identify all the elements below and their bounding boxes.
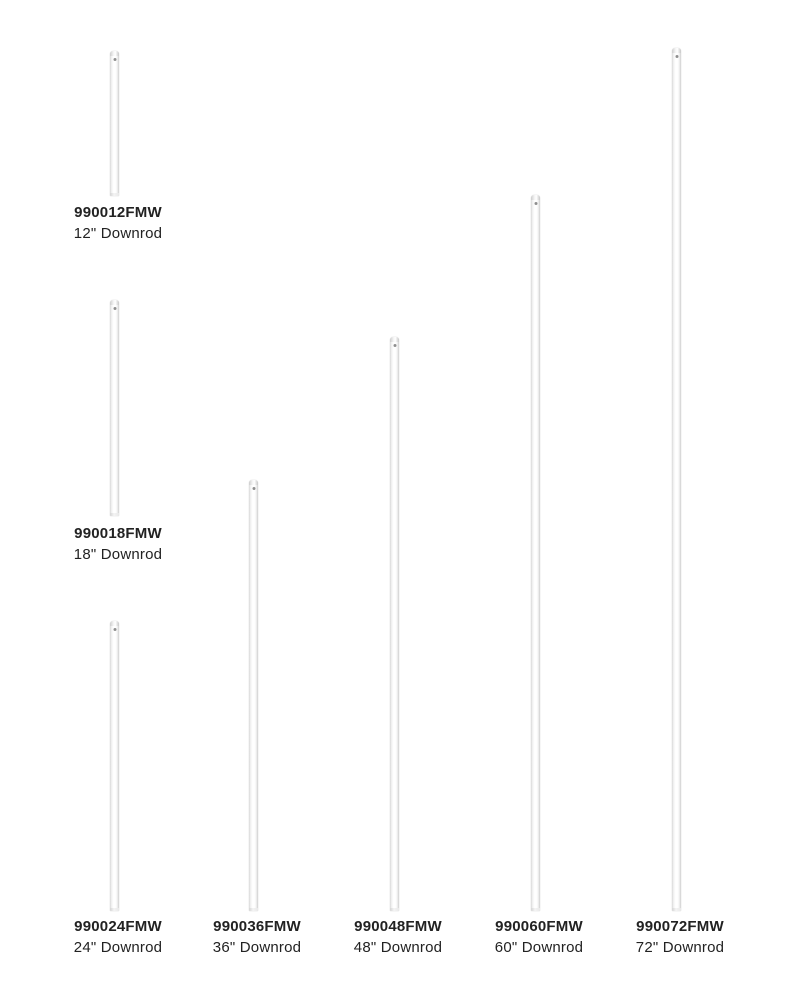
downrod-sku-label: 990018FMW	[74, 525, 162, 542]
downrod-top-cap-icon	[390, 337, 399, 342]
downrod-length-label: 72" Downrod	[635, 939, 725, 956]
downrod-label	[0, 523, 238, 565]
downrod-top-cap-icon	[110, 621, 119, 626]
downrod-tube-icon	[531, 195, 540, 911]
downrod-tube-icon	[110, 300, 119, 516]
downrod-top-cap-icon	[110, 51, 119, 56]
downrod-label	[0, 202, 238, 244]
downrod-sku-label: 990036FMW	[213, 918, 301, 935]
downrod-bottom-end-icon	[110, 193, 119, 196]
downrod-length-label: 18" Downrod	[73, 546, 163, 563]
downrod-sku-label: 990048FMW	[354, 918, 442, 935]
downrod-pin-hole-icon	[113, 628, 116, 631]
downrod-length-label: 12" Downrod	[73, 225, 163, 242]
downrod-top-cap-icon	[672, 48, 681, 53]
downrod-item	[249, 480, 258, 911]
downrod-length-label: 48" Downrod	[353, 939, 443, 956]
downrod-bottom-end-icon	[390, 908, 399, 911]
downrod-pin-hole-icon	[675, 55, 678, 58]
downrod-sku-label: 990012FMW	[74, 204, 162, 221]
downrod-bottom-end-icon	[672, 908, 681, 911]
downrod-pin-hole-icon	[534, 202, 537, 205]
downrod-item	[390, 337, 399, 911]
downrod-pin-hole-icon	[113, 58, 116, 61]
downrod-pin-hole-icon	[393, 344, 396, 347]
downrod-length-label: 60" Downrod	[494, 939, 584, 956]
downrod-item	[110, 300, 119, 516]
downrod-item	[672, 48, 681, 911]
downrod-label	[560, 916, 798, 958]
downrod-sku-label: 990024FMW	[74, 918, 162, 935]
downrod-item	[531, 195, 540, 911]
downrod-bottom-end-icon	[531, 908, 540, 911]
downrod-tube-icon	[110, 51, 119, 196]
downrod-item	[110, 51, 119, 196]
downrod-length-label: 36" Downrod	[212, 939, 302, 956]
downrod-length-label: 24" Downrod	[73, 939, 163, 956]
downrod-top-cap-icon	[110, 300, 119, 305]
downrod-tube-icon	[390, 337, 399, 911]
downrod-top-cap-icon	[531, 195, 540, 200]
downrod-tube-icon	[672, 48, 681, 911]
downrod-tube-icon	[110, 621, 119, 911]
downrod-bottom-end-icon	[110, 513, 119, 516]
downrod-sku-label: 990072FMW	[636, 918, 724, 935]
downrod-pin-hole-icon	[252, 487, 255, 490]
downrod-sku-label: 990060FMW	[495, 918, 583, 935]
downrod-top-cap-icon	[249, 480, 258, 485]
downrod-bottom-end-icon	[110, 908, 119, 911]
downrod-item	[110, 621, 119, 911]
downrod-pin-hole-icon	[113, 307, 116, 310]
downrod-tube-icon	[249, 480, 258, 911]
downrod-bottom-end-icon	[249, 908, 258, 911]
